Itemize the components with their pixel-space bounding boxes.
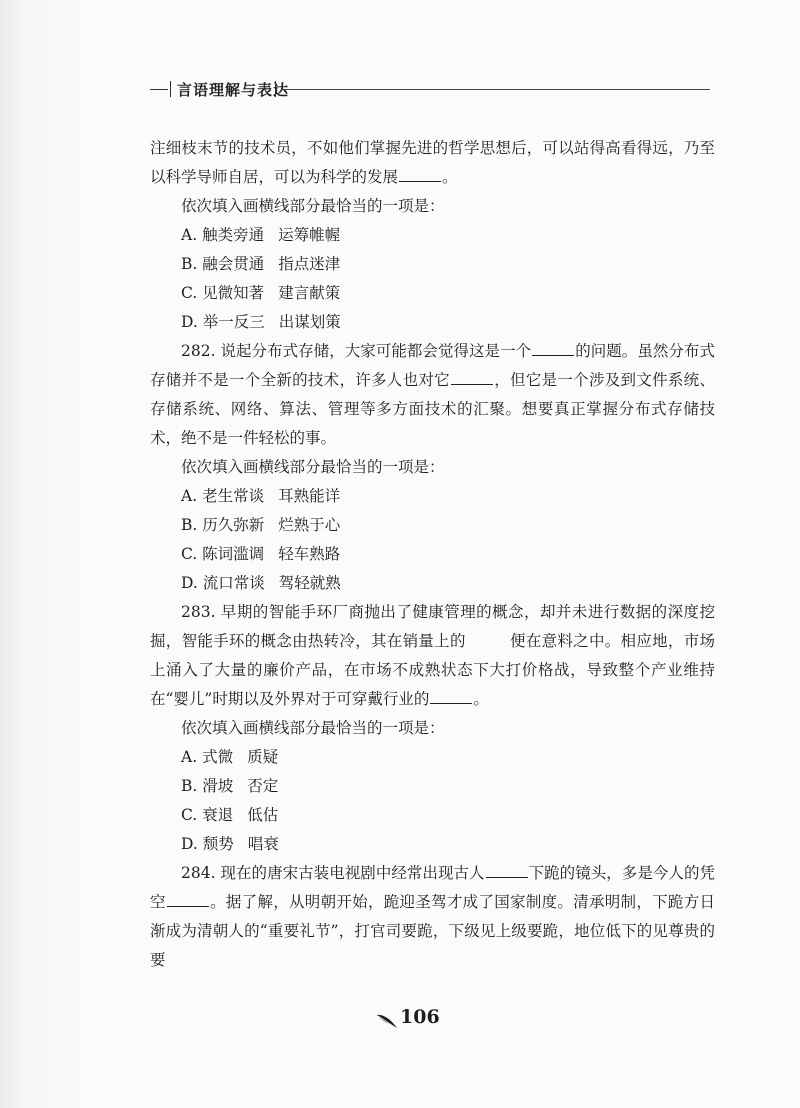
option-word-1: 老生常谈 (202, 487, 265, 505)
instruction: 依次填入画横线部分最恰当的一项是： (181, 197, 445, 215)
header-tick-right (275, 81, 276, 97)
option-word-1: 滑坡 (202, 777, 234, 795)
question-text: 282. 说起分布式存储，大家可能都会觉得这是一个 (181, 342, 532, 360)
spine-shadow (0, 0, 90, 1108)
option-word-1: 触类旁通 (202, 226, 265, 244)
option-word-2: 建言献策 (278, 284, 341, 302)
leaf-icon (376, 1012, 398, 1034)
page-number: 106 (400, 1006, 440, 1028)
option-word-2: 否定 (247, 777, 279, 795)
answer-blank (451, 368, 493, 385)
option-word-2: 出谋划策 (278, 313, 341, 331)
option-word-1: 颓势 (202, 835, 234, 853)
question-283 (150, 598, 715, 714)
header-rule-left (150, 89, 168, 90)
option-letter: D. (181, 835, 198, 853)
option-a (150, 482, 715, 511)
instruction: 依次填入画横线部分最恰当的一项是： (181, 458, 445, 476)
option-word-1: 举一反三 (202, 313, 265, 331)
continuation-line-2a: 科学导师自居，可以为科学的发展 (165, 168, 399, 186)
option-word-1: 式微 (202, 748, 234, 766)
option-word-2: 唱衰 (247, 835, 279, 853)
question-text: 的问题。虽然分布式存储并不是一个全新的技术，许多人也对它 (150, 342, 715, 389)
option-letter: C. (181, 806, 198, 824)
option-c (150, 279, 715, 308)
question-text: ，但它是一个涉及到文件系统、存储系统、网络、算法、管理等多方面技术的汇聚。想要真正掌握分布式存储技术，绝不是一件轻松的事。 (150, 371, 715, 447)
option-b (150, 511, 715, 540)
option-letter: A. (181, 748, 198, 766)
option-a (150, 743, 715, 772)
option-word-2: 运筹帷幄 (278, 226, 341, 244)
option-d (150, 569, 715, 598)
option-word-2: 驾轻就熟 (278, 574, 341, 592)
option-letter: A. (181, 226, 198, 244)
option-a (150, 221, 715, 250)
option-word-1: 衰退 (202, 806, 234, 824)
answer-blank (486, 861, 528, 878)
instruction: 依次填入画横线部分最恰当的一项是： (181, 719, 445, 737)
answer-blank (167, 890, 209, 907)
option-letter: B. (181, 255, 198, 273)
answer-blank (532, 339, 574, 356)
section-title: 言语理解与表达 (177, 81, 290, 99)
question-text: 283. 早期的智能手环厂商抛出了健康管理的概念，却并未进行数据的深度挖掘，智能手环的概念由热转冷，其在销量上的 (150, 603, 715, 650)
continuation-paragraph (150, 134, 715, 192)
option-word-2: 耳熟能详 (278, 487, 341, 505)
answer-blank (399, 165, 441, 182)
question-text: 便在意料之中。相应地，市场上涌入了大量的廉价产品，在市场不成熟状态下大打价格战，导致整个产业维持在“婴儿”时期以及外界对于可穿戴行业的 (150, 632, 715, 708)
running-header (150, 78, 710, 100)
header-rule-right (281, 89, 710, 90)
question-text: 下跪的镜头，多是今人的凭空 (150, 864, 715, 911)
option-word-1: 陈词滥调 (202, 545, 265, 563)
option-letter: B. (181, 777, 198, 795)
option-word-2: 质疑 (247, 748, 279, 766)
option-d (150, 308, 715, 337)
option-letter: D. (181, 574, 198, 592)
question-282 (150, 337, 715, 453)
header-tick-left (170, 81, 171, 97)
option-letter: D. (181, 313, 198, 331)
page-footer (376, 1006, 476, 1036)
option-word-1: 历久弥新 (202, 516, 265, 534)
question-text: 。 (473, 690, 489, 708)
option-c (150, 540, 715, 569)
option-word-2: 指点迷津 (278, 255, 341, 273)
option-word-2: 烂熟于心 (278, 516, 341, 534)
option-b (150, 250, 715, 279)
option-b (150, 772, 715, 801)
option-word-1: 流口常谈 (202, 574, 265, 592)
option-letter: A. (181, 487, 198, 505)
option-word-2: 低估 (247, 806, 279, 824)
question-text: 284. 现在的唐宋古装电视剧中经常出现古人 (181, 864, 485, 882)
answer-blank (467, 630, 509, 646)
option-word-1: 见微知著 (202, 284, 265, 302)
answer-blank (430, 687, 472, 704)
question-284 (150, 859, 715, 975)
option-letter: B. (181, 516, 198, 534)
option-word-2: 轻车熟路 (278, 545, 341, 563)
option-word-1: 融会贯通 (202, 255, 265, 273)
continuation-line-2b: 。 (442, 168, 458, 186)
continuation-line-1: 注细枝末节的技术员，不如他们掌握先进的哲学思想后，可以站得高看得远，乃至以 (150, 139, 715, 186)
question-text: 。据了解，从明朝开始，跪迎圣驾才成了国家制度。清承明制，下跪方日渐成为清朝人的“重要礼节”，打官司要跪，下级见上级要跪，地位低下的见尊贵的要 (150, 893, 715, 969)
option-d (150, 830, 715, 859)
option-letter: C. (181, 545, 198, 563)
option-c (150, 801, 715, 830)
option-letter: C. (181, 284, 198, 302)
page-body (150, 134, 715, 975)
